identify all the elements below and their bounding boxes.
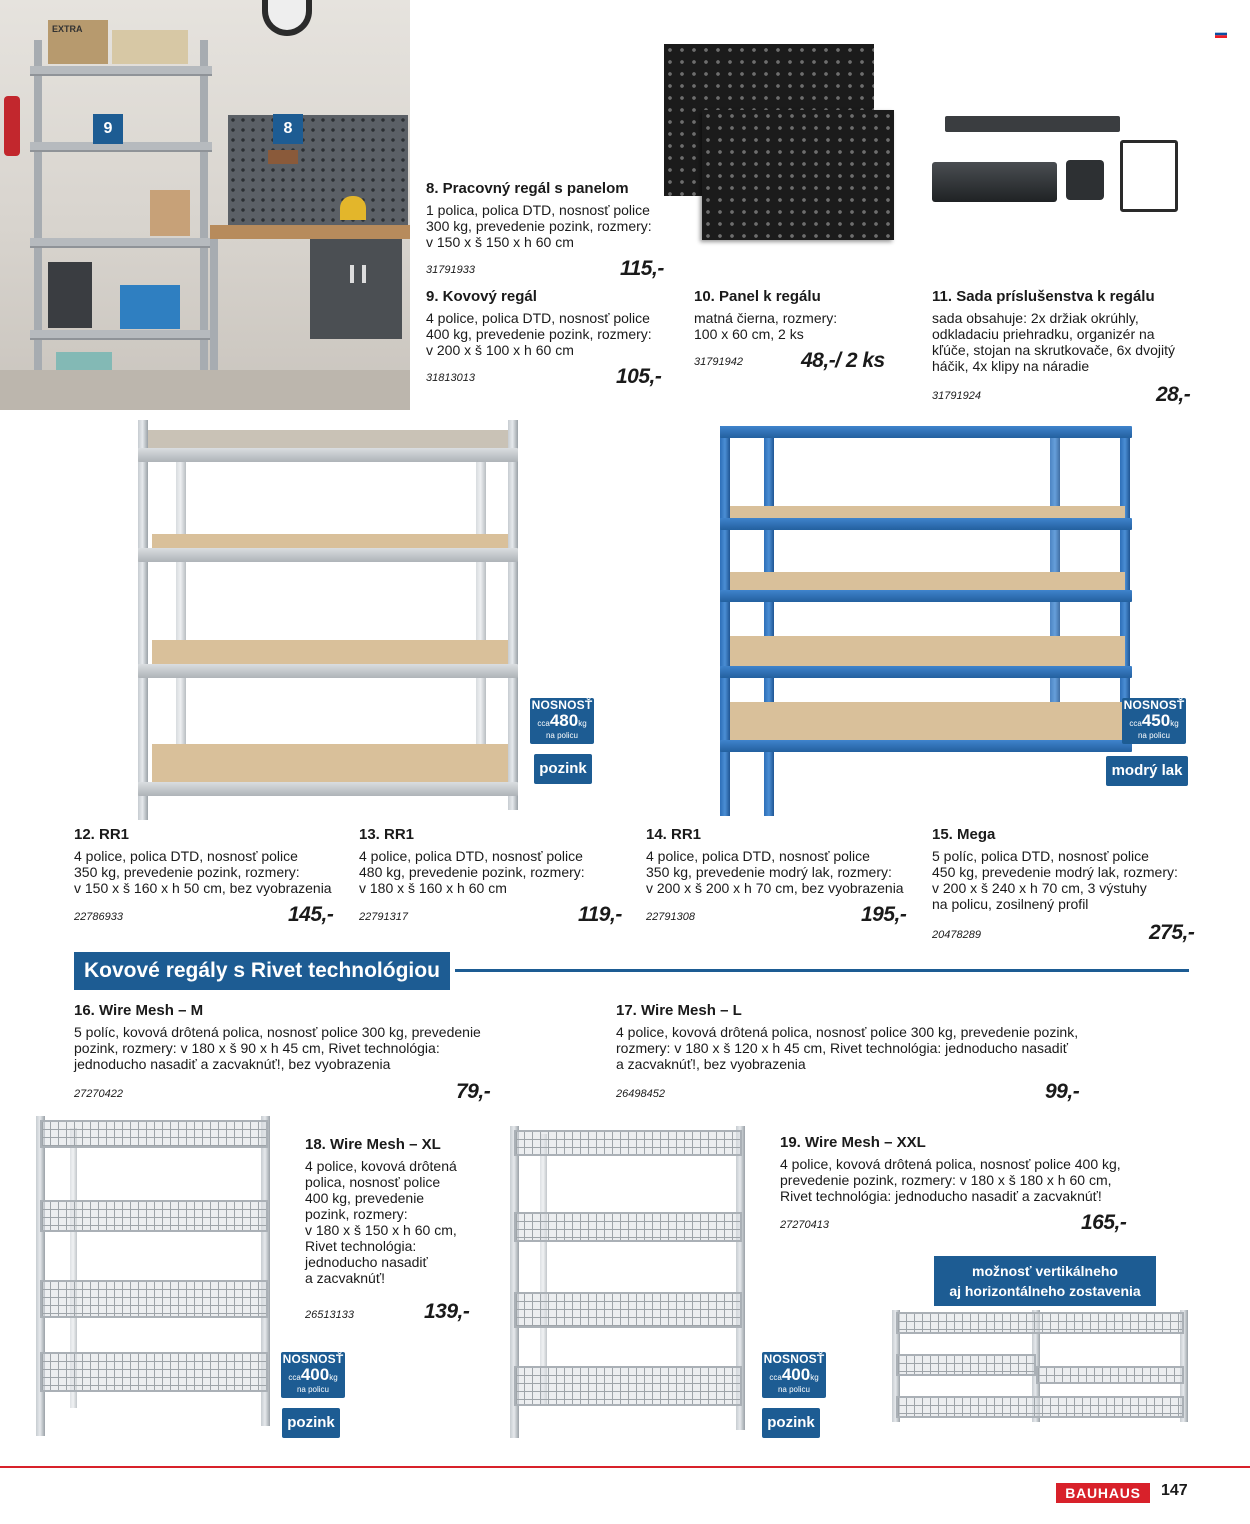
product-12-sku: 22786933 (74, 911, 123, 923)
product-16-price: 79,- (456, 1080, 491, 1103)
badge-value: 480 (549, 711, 579, 730)
badge-sub: na policu (1137, 731, 1171, 740)
pegboard-panel-front (702, 110, 894, 240)
assembly-callout (934, 1256, 1156, 1306)
accessory-holder-rail (945, 116, 1120, 132)
product-18 (305, 1136, 495, 1286)
badge-label: NOSNOSŤ (531, 698, 593, 712)
badge-value: 450 (1141, 711, 1171, 730)
product-description: 4 police, kovová drôtená polica, nosnosť police 400 kg, prevedenie pozink, rozmery: v 180 x š 180 x h 60 cm, Rivet technológia: jednoducho nasadiť a zacvaknúť! (780, 1156, 1121, 1204)
product-14-price: 195,- (861, 903, 907, 926)
product-13 (359, 826, 629, 896)
box-label: EXTRA (52, 24, 83, 34)
product-title: 10. Panel k regálu (694, 288, 821, 305)
shelf-wire-mesh-xl-image (36, 1116, 272, 1436)
product-9-price: 105,- (616, 365, 662, 388)
badge-label: NOSNOSŤ (1123, 698, 1185, 712)
product-16 (74, 1002, 574, 1072)
badge-unit: kg (810, 1373, 819, 1382)
callout-line-1: možnosť vertikálneho (972, 1263, 1118, 1279)
product-10-sku: 31791942 (694, 356, 743, 368)
footer-divider (0, 1466, 1250, 1468)
badge-value: 400 (300, 1365, 330, 1384)
hero-photo (0, 0, 410, 410)
product-description: 4 police, kovová drôtená polica, nosnosť police 400 kg, prevedenie pozink, rozmery: v 180 x š 150 x h 60 cm, Rivet technológia: jednoducho nasadiť a zacvaknúť! (305, 1158, 457, 1286)
product-13-price: 119,- (578, 903, 622, 926)
badge-approx: cca (288, 1373, 301, 1382)
product-title: 12. RR1 (74, 826, 130, 843)
product-17-sku: 26498452 (616, 1088, 665, 1100)
product-15-price: 275,- (1149, 921, 1195, 944)
product-title: 16. Wire Mesh – M (74, 1002, 204, 1019)
shelf-horizontal-assembly-image (892, 1310, 1192, 1422)
product-description: 5 políc, polica DTD, nosnosť police 450 kg, prevedenie modrý lak, rozmery: v 200 x š 240 x h 70 cm, 3 výstuhy na policu, zosilnený profil (932, 848, 1178, 912)
product-description: 4 police, kovová drôtená polica, nosnosť police 300 kg, prevedenie pozink, rozmery: v 180 x š 120 x h 45 cm, Rivet technológia: jednoducho nasadiť a zacvaknúť!, bez vyobrazenia (616, 1024, 1079, 1072)
product-description: sada obsahuje: 2x držiak okrúhly, odkladaciu priehradku, organizér na kľúče, stojan na skrutkovače, 6x dvojitý háčik, 4x klipy na náradie (932, 310, 1175, 374)
product-9-sku: 31813013 (426, 372, 475, 384)
product-16-sku: 27270422 (74, 1088, 123, 1100)
product-18-sku: 26513133 (305, 1309, 354, 1321)
callout-line-2: aj horizontálneho zostavenia (949, 1283, 1141, 1299)
section-title: Kovové regály s Rivet technológiou (74, 952, 450, 990)
badge-value: 400 (781, 1365, 811, 1384)
badge-approx: cca (769, 1373, 782, 1382)
badge-approx: cca (1129, 719, 1142, 728)
capacity-badge-450 (1122, 698, 1186, 744)
product-14-sku: 22791308 (646, 911, 695, 923)
badge-label: NOSNOSŤ (282, 1352, 344, 1366)
product-14 (646, 826, 916, 896)
product-description: 4 police, polica DTD, nosnosť police 350 kg, prevedenie modrý lak, rozmery: v 200 x š 200 x h 70 cm, bez vyobrazenia (646, 848, 904, 896)
capacity-badge-400-xl (281, 1352, 345, 1398)
product-title: 18. Wire Mesh – XL (305, 1136, 441, 1153)
product-18-price: 139,- (424, 1300, 470, 1323)
page-number: 147 (1161, 1482, 1188, 1499)
badge-sub: na policu (777, 1385, 811, 1394)
product-title: 19. Wire Mesh – XXL (780, 1134, 926, 1151)
finish-badge-modry-lak: modrý lak (1106, 756, 1188, 786)
product-description: 4 police, polica DTD, nosnosť police 350 kg, prevedenie pozink, rozmery: v 150 x š 160 x h 50 cm, bez vyobrazenia (74, 848, 332, 896)
product-title: 17. Wire Mesh – L (616, 1002, 742, 1019)
capacity-badge-400-xxl (762, 1352, 826, 1398)
badge-unit: kg (329, 1373, 338, 1382)
capacity-badge-480 (530, 698, 594, 744)
accessory-organizer (1120, 140, 1178, 212)
product-15-sku: 20478289 (932, 929, 981, 941)
product-description: 5 políc, kovová drôtená polica, nosnosť police 300 kg, prevedenie pozink, rozmery: v 180 x š 90 x h 45 cm, Rivet technológia: jednoducho nasadiť a zacvaknúť!, bez vyobrazenia (74, 1024, 481, 1072)
slovak-flag-icon (1215, 30, 1227, 38)
badge-unit: kg (578, 719, 587, 728)
product-description: 1 polica, polica DTD, nosnosť police 300 kg, prevedenie pozink, rozmery: v 150 x š 150 x h 60 cm (426, 202, 652, 250)
product-8-price: 115,- (620, 257, 664, 280)
product-11-price: 28,- (1156, 383, 1191, 406)
product-10 (694, 288, 894, 342)
product-title: 15. Mega (932, 826, 996, 843)
product-9 (426, 288, 666, 358)
product-title: 13. RR1 (359, 826, 415, 843)
product-description: matná čierna, rozmery: 100 x 60 cm, 2 ks (694, 310, 838, 342)
accessory-tray (932, 162, 1057, 202)
badge-sub: na policu (545, 731, 579, 740)
product-10-price: 48,-/ 2 ks (801, 349, 885, 372)
tag-8: 8 (273, 114, 303, 144)
product-11-sku: 31791924 (932, 390, 981, 402)
shelf-mega-blue-image (720, 426, 1150, 816)
product-title: 9. Kovový regál (426, 288, 537, 305)
accessory-hook (1066, 160, 1104, 200)
section-divider (455, 969, 1189, 972)
product-description: 4 police, polica DTD, nosnosť police 480 kg, prevedenie pozink, rozmery: v 180 x š 160 x h 60 cm (359, 848, 585, 896)
shelf-rr1-galvanized-image (138, 420, 524, 820)
tag-9: 9 (93, 114, 123, 144)
product-12-price: 145,- (288, 903, 334, 926)
product-title: 11. Sada príslušenstva k regálu (932, 288, 1155, 305)
product-19-price: 165,- (1081, 1211, 1127, 1234)
badge-label: NOSNOSŤ (763, 1352, 825, 1366)
product-17-price: 99,- (1045, 1080, 1080, 1103)
badge-approx: cca (537, 719, 550, 728)
product-13-sku: 22791317 (359, 911, 408, 923)
shelf-wire-mesh-xxl-image (510, 1126, 746, 1438)
product-title: 8. Pracovný regál s panelom (426, 180, 629, 197)
product-description: 4 police, polica DTD, nosnosť police 400 kg, prevedenie pozink, rozmery: v 200 x š 100 x h 60 cm (426, 310, 652, 358)
bauhaus-logo: BAUHAUS (1056, 1483, 1150, 1503)
product-17 (616, 1002, 1176, 1072)
product-15 (932, 826, 1192, 912)
product-8 (426, 180, 666, 250)
finish-badge-pozink: pozink (282, 1408, 340, 1438)
product-11 (932, 288, 1192, 374)
badge-sub: na policu (296, 1385, 330, 1394)
wall-clock (262, 0, 312, 36)
product-title: 14. RR1 (646, 826, 702, 843)
product-19-sku: 27270413 (780, 1219, 829, 1231)
badge-unit: kg (1170, 719, 1179, 728)
product-8-sku: 31791933 (426, 264, 475, 276)
finish-badge-pozink: pozink (762, 1408, 820, 1438)
product-19 (780, 1134, 1180, 1204)
product-12 (74, 826, 344, 896)
finish-badge-pozink: pozink (534, 754, 592, 784)
